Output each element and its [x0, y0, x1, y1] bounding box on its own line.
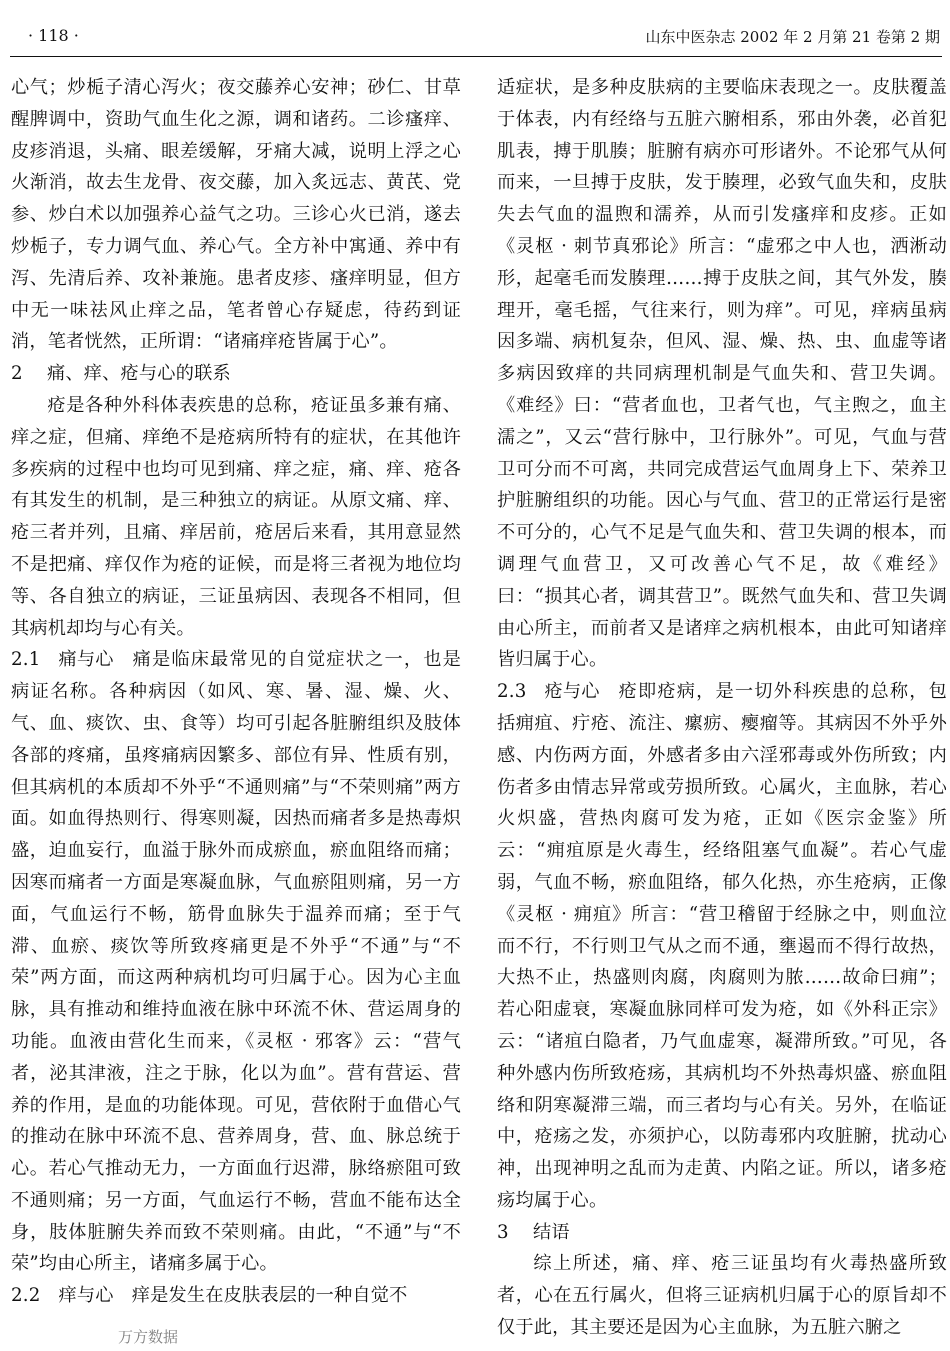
paragraph-sore: [497, 676, 947, 1217]
left-column: [11, 72, 461, 1312]
subsection-title: 痒与心: [58, 1285, 114, 1307]
paragraph-case-discussion: 心气；炒栀子清心泻火；夜交藤养心安神；砂仁、甘草醒脾调中，资助气血生化之源，调和诸药。二诊瘙痒、皮疹消退，头痛、眼差缓解，牙痛大减，说明上浮之心火渐消，故去生龙骨、夜交藤，加入炙远志、黄芪、党参、炒白术以加强养心益气之功。三诊心火已消，遂去炒栀子，专力调气血、养心气。全方补中寓通、养中有泻、先清后养、攻补兼施。患者皮疹、瘙痒明显，但方中无一味祛风止痒之品，笔者曾心存疑虑，待药到证消，笔者恍然，正所谓：“诸痛痒疮皆属于心”。: [11, 77, 461, 353]
watermark-text: 万方数据: [118, 1328, 179, 1346]
paragraph-itch-continued: 适症状，是多种皮肤病的主要临床表现之一。皮肤覆盖于体表，内有经络与五脏六腑相系，邪由外袭，必首犯肌表，搏于肌腠；脏腑有病亦可形诸外。不论邪气从何而来，一旦搏于皮肤，发于腠理，必致气血失和，皮肤失去气血的温煦和濡养，从而引发瘙痒和皮疹。正如《灵枢 · 刺节真邪论》所言：“虚邪之中人也，洒淅动形，起毫毛而发腠理……搏于皮肤之间，其气外发，腠理开，毫毛摇，气往来行，则为痒”。可见，痒病虽病因多端、病机复杂，但风、湿、燥、热、虫、血虚等诸多病因致痒的共同病理机制是气血失和、营卫失调。《难经》曰：“营者血也，卫者气也，气主煦之，血主濡之”，又云“营行脉中，卫行脉外”。可见，气血与营卫可分而不可离，共同完成营运气血周身上下、荣养卫护脏腑组织的功能。因心与气血、营卫的正常运行是密不可分的，心气不足是气血失和、营卫失调的根本，而调理气血营卫，又可改善心气不足，故《难经》曰：“损其心者，调其营卫”。既然气血失和、营卫失调由心所主，而前者又是诸痒之病机根本，由此可知诸痒皆归属于心。: [497, 77, 947, 671]
section-number: 3: [497, 1221, 509, 1243]
section-heading-3: [497, 1217, 947, 1249]
subsection-number: 2.1: [11, 649, 41, 671]
paragraph-conclusion: 综上所述，痛、痒、疮三证虽均有火毒热盛所致者，心在五行属火，但将三证病机归属于心的原旨却不仅于此，其主要还是因为心主血脉，为五脏六腑之: [497, 1253, 947, 1339]
section-heading-2: [11, 358, 461, 390]
paragraph-intro: 疮是各种外科体表疾患的总称，疮证虽多兼有痛、痒之症，但痛、痒绝不是疮病所特有的症状，在其他许多疾病的过程中也均可见到痛、痒之症，痛、痒、疮各有其发生的机制，是三种独立的病证。从原文痛、痒、疮三者并列，且痛、痒居前，疮居后来看，其用意显然不是把痛、痒仅作为疮的证候，而是将三者视为地位均等、各自独立的病证，三证虽病因、表现各不相同，但其病机却均与心有关。: [11, 394, 461, 639]
subsection-title: 痛与心: [58, 649, 114, 671]
section-title: 痛、痒、疮与心的联系: [46, 363, 231, 385]
paragraph-pain: [11, 644, 461, 1280]
subsection-title: 疮与心: [544, 681, 600, 703]
right-column: [497, 72, 947, 1344]
page-header: [0, 0, 950, 62]
journal-title: 山东中医杂志 2002 年 2 月第 21 卷第 2 期: [645, 28, 940, 46]
header-rule: [10, 56, 942, 57]
subsection-number: 2.3: [497, 681, 527, 703]
page-number: · 118 ·: [28, 26, 79, 45]
subsection-number: 2.2: [11, 1285, 41, 1307]
section-title: 结语: [532, 1221, 570, 1243]
paragraph-text: 痛是临床最常见的自觉症状之一，也是病证名称。各种病因（如风、寒、暑、湿、燥、火、气、血、痰饮、虫、食等）均可引起各脏腑组织及肢体各部的疼痛，虽疼痛病因繁多、部位有异、性质有别，但其病机的本质却不外乎“不通则痛”与“不荣则痛”两方面。如血得热则行、得寒则凝，因热而痛者多是热毒炽盛，迫血妄行，血溢于脉外而成瘀血，瘀血阻络而痛；因寒而痛者一方面是寒凝血脉，气血瘀阻则痛，另一方面，气血运行不畅，筋骨血脉失于温养而痛；至于气滞、血瘀、痰饮等所致疼痛更是不外乎“不通”与“不荣”两方面，而这两种病机均可归属于心。因为心主血脉，具有推动和维持血液在脉中环流不休、营运周身的功能。血液由营化生而来，《灵枢 · 邪客》云：“营气者，泌其津液，注之于脉，化以为血”。营有营运、营养的作用，是血的功能体现。可见，营依附于血借心气的推动在脉中环流不息、营养周身，营、血、脉总统于心。若心气推动无力，一方面血行迟滞，脉络瘀阻可致不通则痛；另一方面，气血运行不畅，营血不能布达全身，肢体脏腑失养而致不荣则痛。由此，“不通”与“不荣”均由心所主，诸痛多属于心。: [11, 649, 461, 1275]
paragraph-text: 痒是发生在皮肤表层的一种自觉不: [131, 1285, 408, 1307]
paragraph-itch-start: [11, 1280, 461, 1312]
section-number: 2: [11, 363, 23, 385]
paragraph-text: 疮即疮病，是一切外科疾患的总称，包括痈疽、疔疮、流注、瘰疬、瘿瘤等。其病因不外乎外感、内伤两方面，外感者多由六淫邪毒或外伤所致；内伤者多由情志异常或劳损所致。心属火，主血脉，若心火炽盛，营热肉腐可发为疮，正如《医宗金鉴》所云：“痈疽原是火毒生，经络阻塞气血凝”。若心气虚弱，气血不畅，瘀血阻络，郁久化热，亦生疮病，正像《灵枢 · 痈疽》所言：“营卫稽留于经脉之中，则血泣而不行，不行则卫气从之而不通，壅遏而不得行故热，大热不止，热盛则肉腐，肉腐则为脓……故命曰痈”；若心阳虚衰，寒凝血脉同样可发为疮，如《外科正宗》云：“诸疽白隐者，乃气血虚寒，凝滞所致。”可见，各种外感内伤所致疮疡，其病机均不外热毒炽盛、瘀血阻络和阴寒凝滞三端，而三者均与心有关。另外，在临证中，疮疡之发，亦须护心，以防毒邪内攻脏腑，扰动心神，出现神明之乱而为走黄、内陷之证。所以，诸多疮疡均属于心。: [497, 681, 947, 1211]
